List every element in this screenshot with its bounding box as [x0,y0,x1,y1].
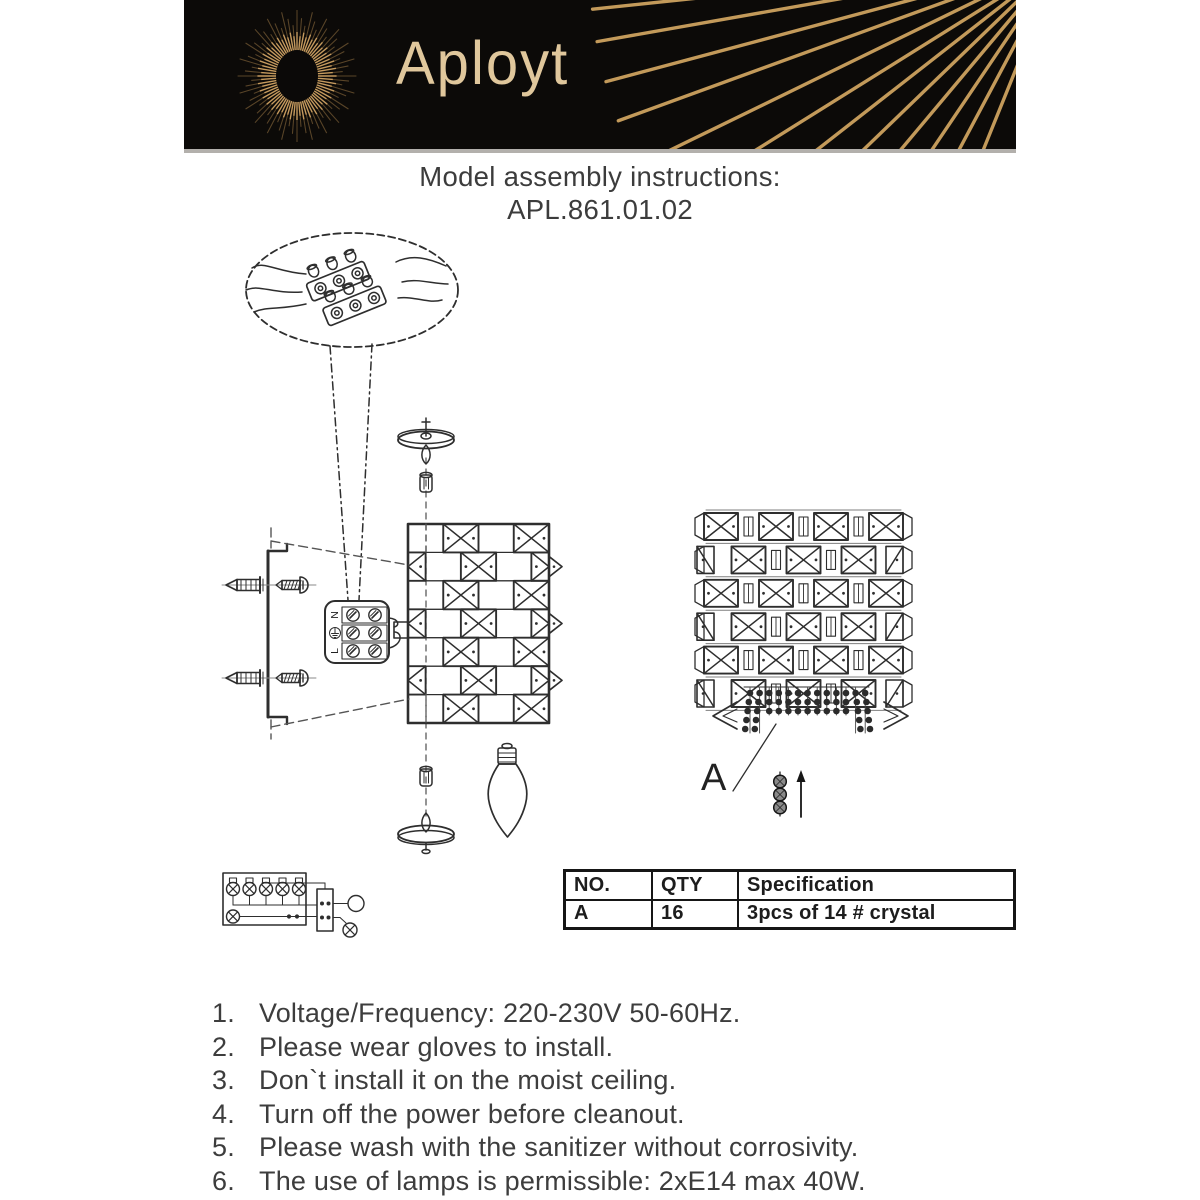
col-header-no: NO. [565,871,653,900]
up-arrow-icon [797,770,806,817]
parts-table-header-row [565,871,1015,900]
wiring-diagram [223,873,364,937]
col-header-spec: Specification [738,871,1015,900]
cell-qty: 16 [652,900,738,929]
page-title: Model assembly instructions: [419,161,781,192]
cell-spec: 3pcs of 14 # crystal [738,900,1015,929]
instruction-item: 6. The use of lamps is permissible: 2xE14 max 40W. [212,1165,866,1196]
terminal-label-l: L [329,648,341,654]
terminal-detail-callout [246,233,458,600]
instruction-item: 5. Please wash with the sanitizer without corrosivity. [212,1132,859,1163]
part-label-a: A [701,757,727,799]
crystal-strand-icon [774,772,787,816]
terminal-label-n: N [329,611,341,619]
parts-table-row [565,900,1015,929]
assembled-view-diagram [695,510,912,817]
parts-table [563,869,1016,930]
instruction-list [212,997,866,1199]
exploded-view-diagram [222,418,584,854]
instruction-item: 3. Don`t install it on the moist ceiling. [212,1065,677,1096]
col-header-qty: QTY [652,871,738,900]
instruction-item: 1. Voltage/Frequency: 220-230V 50-60Hz. [212,998,741,1028]
brand-wordmark: Aployt [396,29,570,98]
model-number: APL.861.01.02 [507,194,693,225]
instruction-item: 2. Please wear gloves to install. [212,1031,614,1062]
instruction-item: 4. Turn off the power before cleanout. [212,1098,685,1129]
cell-no: A [565,900,653,929]
